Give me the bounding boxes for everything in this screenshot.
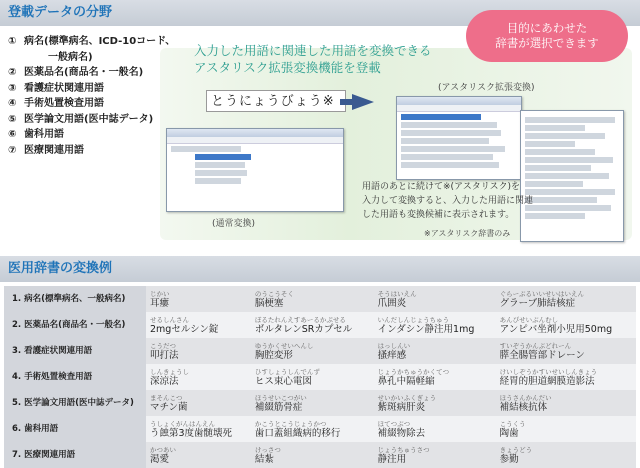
term-cell [496,312,636,338]
category-cell: 2. 医薬品名(商品名・一般名) [4,312,146,338]
table-row [4,416,636,442]
term-cell [374,390,496,416]
asterisk-candidate-list [520,110,624,242]
term-reading: きょうどう [499,446,533,454]
term-text: 膵全腸管部ドレーン [499,350,585,361]
term-cell [251,416,374,442]
term-text: 紫斑病肝炎 [377,402,426,413]
term-reading: せるしんさん [150,316,189,324]
term-text: 搔痒感 [377,350,407,361]
term-text: 経胃的胆道網膜造影法 [499,376,595,387]
conversion-input[interactable]: とうにょうびょう※ [206,90,346,112]
category-cell: 3. 看護症状関連用語 [4,338,146,364]
term-cell [251,312,374,338]
term-cell [146,416,251,442]
table-row [4,338,636,364]
term-cell [251,364,374,390]
list-item: ③ 看護症状関連用語 [8,82,104,94]
term-cell [146,364,251,390]
category-list [8,34,175,158]
category-cell: 5. 医学論文用語(医中誌データ) [4,390,146,416]
section-title: 医用辞書の変換例 [8,261,113,276]
term-text: 歯口蓋組織病的移行 [254,428,341,439]
term-cell [496,364,636,390]
term-reading: すいぞうかんぶどれーん [499,342,572,350]
term-reading: まそんこつ [150,394,183,402]
normal-conversion-label: (通常変換) [212,219,256,229]
term-cell [146,390,251,416]
term-cell [146,442,251,468]
section-header-examples [0,256,640,282]
term-reading: ひすしょうしんでんず [254,368,320,376]
term-text: う蝕第3度歯髄壊死 [150,428,233,439]
term-reading: いんだしんじょうちゅう [377,316,450,324]
term-text: 脳梗塞 [254,298,284,309]
term-reading: じょうちゅうさつ [377,446,430,454]
term-cell [496,338,636,364]
list-item: ⑤ 医学論文用語(医中誌データ) [8,113,154,125]
list-item: ④ 手術処置検査用語 [8,98,104,109]
feature-headline: 入力した用語に関連した用語を変換できる アスタリスク拡張変換機能を登載 [194,43,432,75]
category-cell: 1. 病名(標準病名、一般病名) [4,286,146,312]
section-title: 登載データの分野 [8,5,113,20]
table-row [4,442,636,468]
term-text: 胸腔変形 [254,350,293,361]
list-item: 一般病名) [48,51,93,63]
term-cell [146,286,251,312]
term-text: 補綴物除去 [377,428,426,439]
term-text: ヒス束心電図 [254,376,312,387]
term-reading: ゆうかくせいへんし [254,342,314,350]
term-text: 参勤 [499,454,519,465]
term-cell [146,312,251,338]
term-reading: せいかいふくぎょう [377,394,437,402]
term-cell [251,286,374,312]
term-text: 耳瘻 [150,298,170,309]
table-row [4,364,636,390]
term-cell [374,364,496,390]
term-reading: じょうかちゅうかくてつ [377,368,450,376]
term-cell [374,338,496,364]
term-text: 渇愛 [150,454,170,465]
category-cell: 6. 歯科用語 [4,416,146,442]
term-text: 陶歯 [499,428,519,439]
term-reading: こうくう [499,420,526,428]
asterisk-description: 用語のあとに続けて※(アスタリスク)を 入力して変換すると、入力した用語に関連 した用語も変換候補に表示されます。 [362,182,534,220]
term-cell [374,442,496,468]
term-text: 静注用 [377,454,407,465]
term-text: グラーブ肺結核症 [499,298,576,309]
term-reading: ほてつぶつ [377,420,411,428]
term-reading: あんぴせいぶんむし [499,316,559,324]
table-row [4,286,636,312]
list-item: ② 医薬品名(商品名・一般名) [8,67,144,78]
term-text: 深涼法 [150,376,179,387]
term-reading: そうはいえん [377,290,417,298]
term-text: ボルタレンSRカプセル [254,324,353,335]
term-cell [496,442,636,468]
term-reading: はっしんい [377,342,411,350]
term-text: 鼻孔中隔軽縮 [377,376,435,387]
term-reading: ほうさんかんだい [499,394,552,402]
category-cell: 7. 医療関連用語 [4,442,146,468]
table-row [4,390,636,416]
arrow-right-icon [352,94,374,110]
asterisk-note: ※アスタリスク辞書のみ [424,229,511,238]
term-cell [146,338,251,364]
term-reading: かつあい [150,446,176,454]
term-cell [251,390,374,416]
term-reading: ほうせいこつがい [254,394,307,402]
dictionary-select-bubble: 目的にあわせた 辞書が選択できます [466,10,628,62]
term-cell [496,416,636,442]
term-text: 爪囲炎 [377,298,407,309]
term-text: アンピバ坐剤小児用50mg [499,324,613,335]
term-cell [496,286,636,312]
list-item: ① 病名(標準病名、ICD-10コード、 [8,36,176,47]
normal-conversion-window [166,128,344,212]
list-item: ⑥ 歯科用語 [8,129,64,140]
category-cell: 4. 手術処置検査用語 [4,364,146,390]
term-text: 叩打法 [150,350,179,361]
term-reading: のうこうそく [254,290,294,298]
dictionary-example-table [4,286,636,468]
term-reading: こうだつ [150,342,176,350]
term-reading: しんきょうし [150,368,189,376]
asterisk-candidate-window [396,96,522,180]
term-text: 補綴筋骨症 [254,402,303,413]
term-text: 結紮 [254,454,274,465]
term-text: 補結核抗体 [499,402,548,413]
term-text: インダシン静注用1mg [377,324,475,335]
term-reading: ぐらーぶるいいせいはいえん [499,290,584,298]
term-reading: ぼるたれんえすあーるかぷせる [254,316,346,324]
term-cell [374,286,496,312]
term-cell [496,390,636,416]
term-cell [251,338,374,364]
table-row [4,312,636,338]
term-reading: けっさつ [254,446,281,454]
term-cell [374,416,496,442]
term-cell [374,312,496,338]
term-text: マチン菌 [150,402,188,413]
term-reading: かこうとこうじょうかつ [254,420,327,428]
term-reading: けいしぞうかすいせいしんきょう [499,368,598,376]
term-cell [251,442,374,468]
term-reading: じかい [150,290,170,298]
term-reading: うしょくがんはんえん [150,420,215,428]
term-text: 2mgセルシン錠 [150,324,219,335]
asterisk-conversion-label: (アスタリスク拡張変換) [438,83,535,93]
list-item: ⑦ 医療関連用語 [8,144,84,156]
